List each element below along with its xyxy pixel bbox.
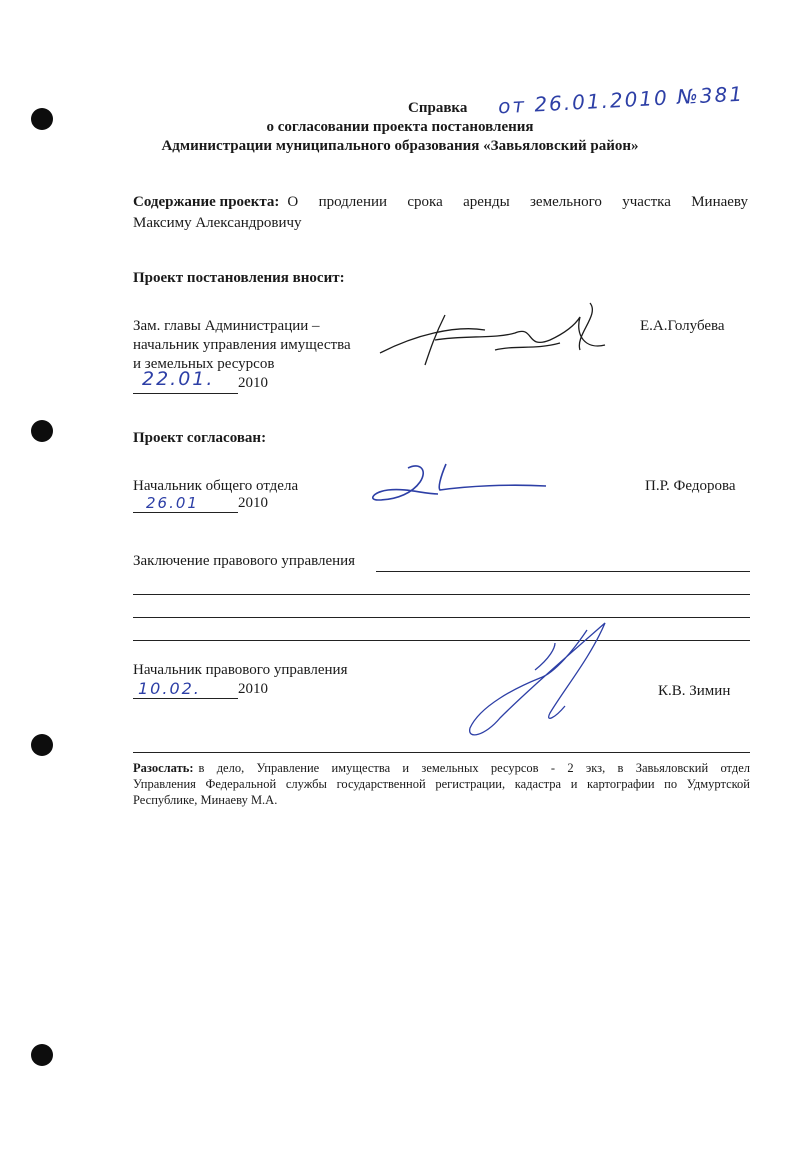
legal-date-handwritten: 10.02. [138,679,201,698]
content-label: Содержание проекта: [133,194,280,210]
submitter-position-line1: Зам. главы Администрации – [133,318,320,334]
submitter-date-handwritten: 22.01. [142,368,215,390]
legal-name: К.В. Зимин [658,683,731,699]
content-text-line1: О продлении срока аренды земельного участка Минаеву [287,194,748,210]
distribution-text-line3: Республике, Минаеву М.А. [133,793,278,807]
submitter-heading: Проект постановления вносит: [133,270,345,286]
approval-date-line [133,512,238,513]
legal-date-line [133,698,238,699]
signature-zimin [455,618,635,748]
distribution-top-line [133,752,750,753]
legal-year: 2010 [238,681,268,697]
submitter-position-line3: и земельных ресурсов [133,356,275,372]
legal-line-4 [133,640,750,641]
distribution-text-line1: в дело, Управление имущества и земельных ресурсов - 2 экз, в Завьяловский отдел [198,761,750,775]
doc-subtitle-line1: о согласовании проекта постановления [266,119,534,135]
approval-heading: Проект согласован: [133,430,267,446]
content-line1 [133,194,748,211]
content-text-line2: Максиму Александровичу [133,215,302,231]
approval-name: П.Р. Федорова [645,478,736,494]
signature-fedorova [368,460,558,510]
submitter-year: 2010 [238,375,268,391]
legal-line-1 [376,571,750,572]
doc-subtitle-line2: Администрации муниципального образования «Завьяловский район» [161,138,639,154]
distribution-label: Разослать: [133,761,194,775]
legal-position: Начальник правового управления [133,662,348,678]
punch-hole-4 [31,1044,53,1066]
legal-line-3 [133,617,750,618]
distribution-line1 [133,760,750,776]
signature-golubeva [375,295,635,375]
approval-date-handwritten: 26.01 [146,494,199,512]
distribution-text-line2: Управления Федеральной службы государственной регистрации, кадастра и картографии по Удмуртской [133,777,750,791]
submitter-name: Е.А.Голубева [640,318,725,334]
legal-heading: Заключение правового управления [133,553,356,569]
punch-hole-2 [31,420,53,442]
handwritten-date-number: от 26.01.2010 №381 [497,81,745,119]
legal-line-2 [133,594,750,595]
submitter-date-line [133,393,238,394]
approval-position: Начальник общего отдела [133,478,299,494]
punch-hole-3 [31,734,53,756]
approval-year: 2010 [238,495,268,511]
submitter-position-line2: начальник управления имущества [133,337,351,353]
doc-title: Справка [408,100,468,116]
